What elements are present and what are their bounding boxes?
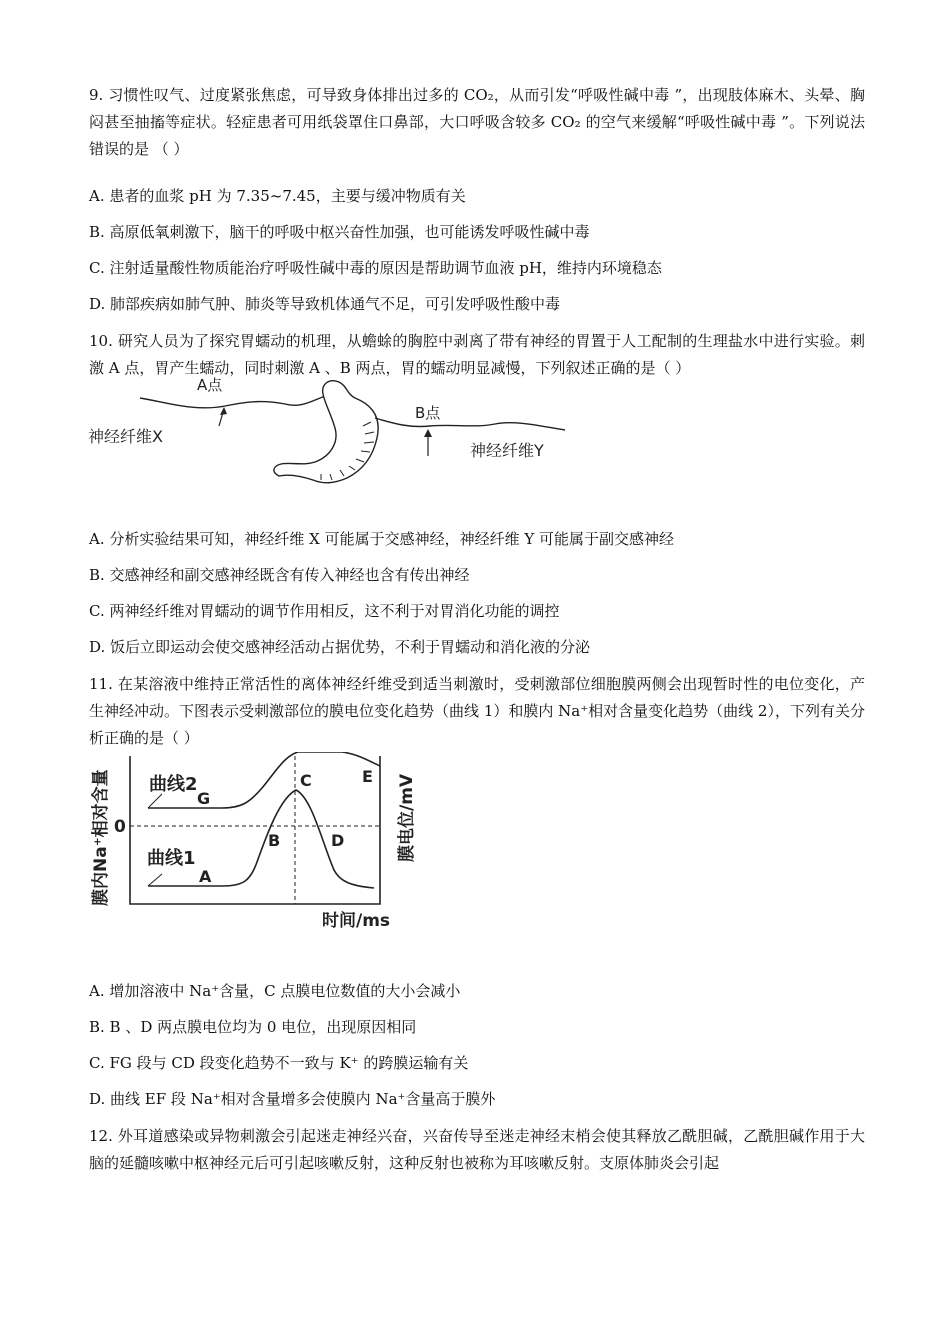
question-10-option-b: B. 交感神经和副交感神经既含有传入神经也含有传出神经 [89,566,470,584]
question-number: 10. [89,332,113,350]
question-9-option-a: A. 患者的血浆 pH 为 7.35~7.45，主要与缓冲物质有关 [89,187,466,205]
point-d-label: D [331,831,345,850]
question-number: 12. [89,1127,113,1145]
question-text: 在某溶液中维持正常活性的离体神经纤维受到适当刺激时，受刺激部位细胞膜两侧会出现暂时性的电位变化，产生神经冲动。下图表示受刺激部位的膜电位变化趋势（曲线 1）和膜内 Na⁺相对含量变化趋势（曲线 2），下列有关分析正确的是（ ） [89,675,865,747]
y-axis-right-label: 膜电位/mV [397,773,417,862]
fiber-y-label: 神经纤维Y [470,441,544,460]
curve-2-pointer [148,794,162,808]
membrane-potential-graph [82,752,422,937]
stomach-outline [274,381,378,483]
question-text: 习惯性叹气、过度紧张焦虑，可导致身体排出过多的 CO₂，从而引发“呼吸性碱中毒 ”，出现肢体麻木、头晕、胸闷甚至抽搐等症状。轻症患者可用纸袋罩住口鼻部，大口呼吸含较多 CO₂ 的空气来缓解“呼吸性碱中毒 ”。下列说法错误的是 （ ） [89,86,865,158]
question-10-option-a: A. 分析实验结果可知，神经纤维 X 可能属于交感神经，神经纤维 Y 可能属于副交感神经 [89,530,675,548]
question-9-stem [89,82,865,163]
point-b-label: B点 [415,404,441,422]
question-number: 9. [89,86,104,104]
question-9-option-d: D. 肺部疾病如肺气肿、肺炎等导致机体通气不足，可引发呼吸性酸中毒 [89,295,561,313]
y-axis-left-label: 膜内Na⁺相对含量 [91,769,111,906]
point-b-label: B [268,831,281,850]
nerve-fiber-y-line [375,418,565,430]
question-11-stem [89,671,865,752]
point-e-label: G [197,789,211,808]
question-10-option-d: D. 饭后立即运动会使交感神经活动占据优势，不利于胃蠕动和消化液的分泌 [89,638,591,656]
question-9-option-c: C. 注射适量酸性物质能治疗呼吸性碱中毒的原因是帮助调节血液 pH，维持内环境稳态 [89,259,662,277]
point-g-label: E [362,767,373,786]
fiber-x-label: 神经纤维X [88,427,163,446]
zero-label: 0 [114,817,126,837]
question-11-option-a: A. 增加溶液中 Na⁺含量，C 点膜电位数值的大小会减小 [89,982,461,1000]
question-9-option-b: B. 高原低氧刺激下，脑干的呼吸中枢兴奋性加强，也可能诱发呼吸性碱中毒 [89,223,590,241]
curve-1-label: 曲线1 [147,848,196,869]
question-number: 11. [89,675,113,693]
question-11-option-b: B. B 、D 两点膜电位均为 0 电位，出现原因相同 [89,1018,417,1036]
x-axis-label: 时间/ms [322,911,391,931]
question-12-stem [89,1123,865,1177]
stomach-nerve-figure [85,370,585,500]
point-a-label: A点 [197,376,223,394]
question-10-option-c: C. 两神经纤维对胃蠕动的调节作用相反，这不利于对胃消化功能的调控 [89,602,560,620]
question-text: 研究人员为了探究胃蠕动的机理，从蟾蜍的胸腔中剥离了带有神经的胃置于人工配制的生理盐水中进行实验。刺激 A 点，胃产生蠕动，同时刺激 A 、B 两点，胃的蠕动明显减慢，下列叙述正确的是（ ） [89,332,865,377]
point-a-label: A [199,867,212,886]
question-text: 外耳道感染或异物刺激会引起迷走神经兴奋，兴奋传导至迷走神经末梢会使其释放乙酰胆碱，乙酰胆碱作用于大脑的延髓咳嗽中枢神经元后可引起咳嗽反射，这种反射也被称为耳咳嗽反射。支原体肺炎会引起 [89,1127,865,1172]
point-c-label: C [300,771,312,790]
nerve-fiber-x-line [140,396,325,408]
curve-2-label: 曲线2 [149,774,198,795]
question-11-option-d: D. 曲线 EF 段 Na⁺相对含量增多会使膜内 Na⁺含量高于膜外 [89,1090,496,1108]
question-11-option-c: C. FG 段与 CD 段变化趋势不一致与 K⁺ 的跨膜运输有关 [89,1054,469,1072]
curve-1-pointer [148,874,162,886]
